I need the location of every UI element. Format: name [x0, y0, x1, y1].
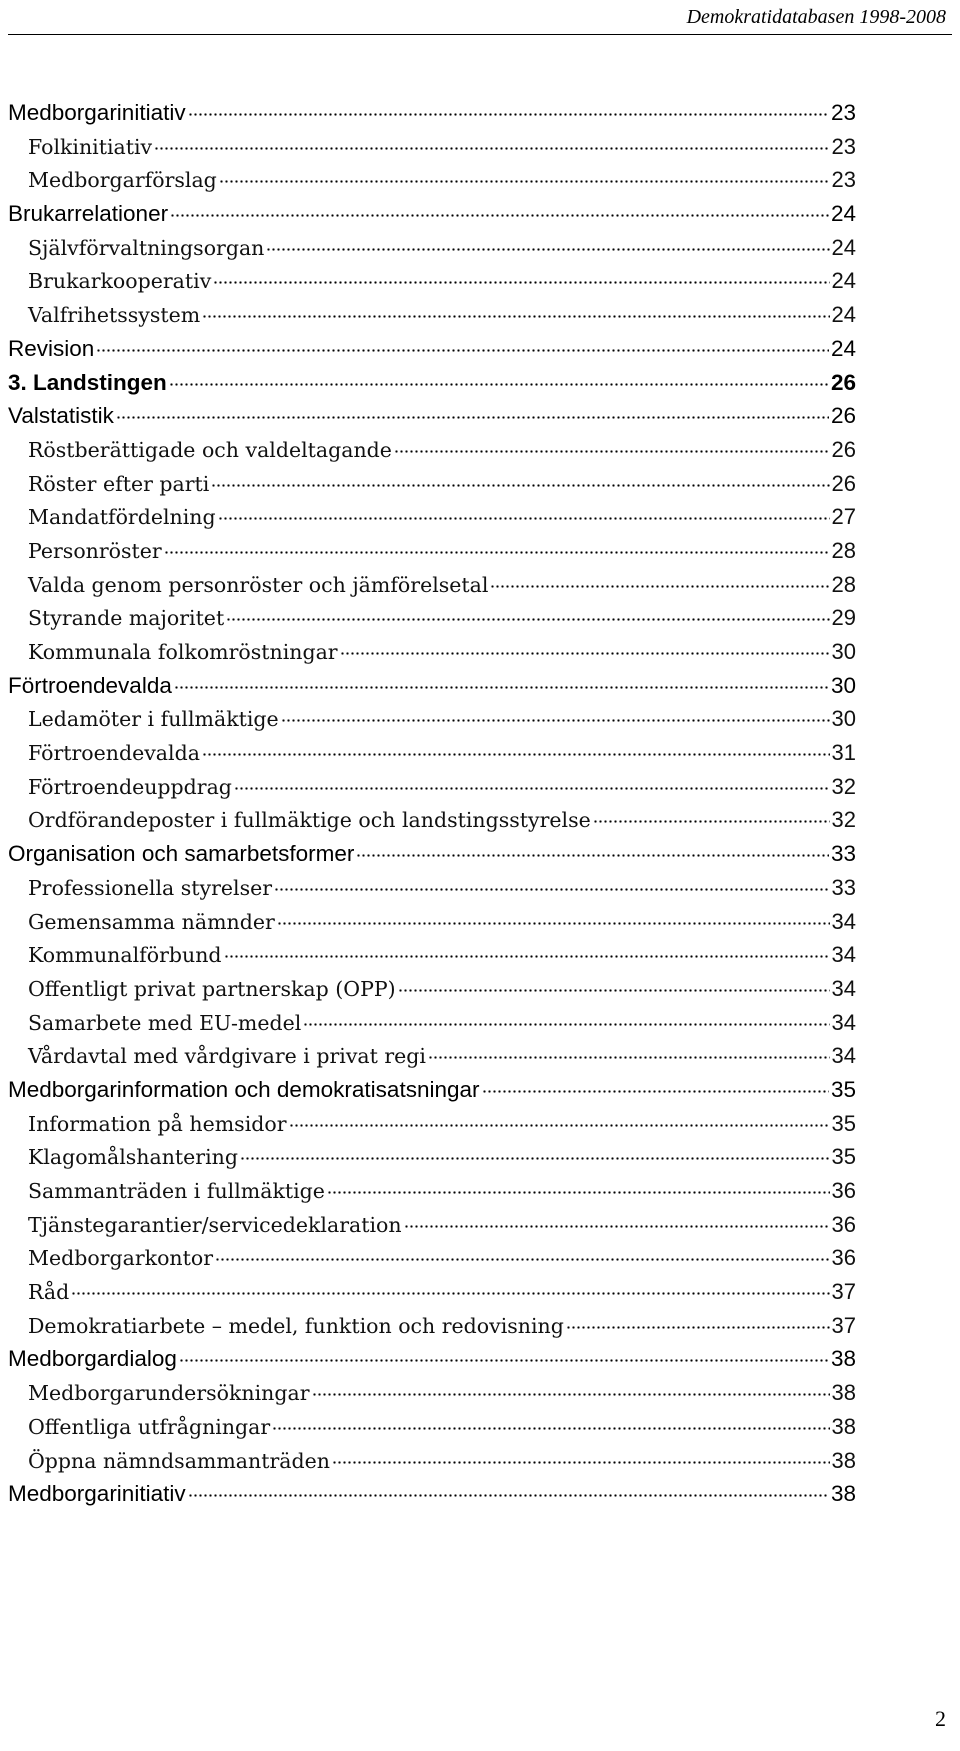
- toc-dot-leader: [218, 517, 830, 520]
- toc-subsection-entry[interactable]: [8, 231, 856, 265]
- toc-dot-leader: [277, 922, 830, 925]
- toc-entry-label: Röster efter parti: [28, 471, 210, 496]
- toc-section-entry[interactable]: [8, 1477, 856, 1511]
- toc-dot-leader: [170, 214, 829, 217]
- toc-dot-leader: [164, 551, 830, 554]
- toc-subsection-entry[interactable]: [8, 1174, 856, 1208]
- toc-dot-leader: [226, 618, 829, 621]
- toc-entry-page: 37: [831, 1312, 856, 1338]
- toc-entry-page: 24: [831, 268, 856, 294]
- toc-entry-label: Valfrihetssystem: [28, 303, 201, 328]
- toc-dot-leader: [566, 1326, 830, 1329]
- toc-entry-label: Medborgarkontor: [28, 1246, 214, 1271]
- toc-entry-label: Organisation och samarbetsformer: [8, 841, 355, 867]
- toc-entry-label: Medborgarinitiativ: [8, 1481, 186, 1507]
- toc-dot-leader: [202, 315, 829, 318]
- page-number: 2: [935, 1706, 946, 1731]
- toc-entry-label: Öppna nämndsammanträden: [28, 1448, 330, 1473]
- toc-entry-label: Offentliga utfrågningar: [28, 1414, 271, 1439]
- toc-dot-leader: [289, 1124, 830, 1127]
- toc-entry-page: 33: [830, 841, 856, 867]
- toc-subsection-entry[interactable]: [8, 568, 856, 602]
- toc-entry-label: Självförvaltningsorgan: [28, 235, 265, 260]
- toc-dot-leader: [211, 484, 829, 487]
- toc-dot-leader: [482, 1090, 829, 1093]
- toc-entry-label: Kommunalförbund: [28, 943, 222, 968]
- toc-dot-leader: [188, 1494, 829, 1497]
- toc-dot-leader: [312, 1393, 830, 1396]
- toc-dot-leader: [116, 416, 829, 419]
- toc-entry-page: 38: [830, 1481, 856, 1507]
- toc-entry-page: 24: [830, 335, 856, 361]
- toc-section-entry[interactable]: [8, 96, 856, 130]
- toc-entry-page: 38: [831, 1413, 856, 1439]
- toc-entry-label: Förtroendeuppdrag: [28, 774, 232, 799]
- toc-entry-page: 32: [831, 773, 856, 799]
- toc-entry-page: 30: [830, 672, 856, 698]
- toc-subsection-entry[interactable]: [8, 1275, 856, 1309]
- toc-dot-leader: [272, 1427, 829, 1430]
- toc-dot-leader: [169, 383, 829, 386]
- toc-dot-leader: [96, 349, 829, 352]
- toc-entry-label: Information på hemsidor: [28, 1111, 287, 1136]
- toc-entry-label: Ledamöter i fullmäktige: [28, 707, 279, 732]
- toc-entry-label: Offentligt privat partnerskap (OPP): [28, 976, 396, 1001]
- toc-dot-leader: [398, 989, 830, 992]
- toc-subsection-entry[interactable]: [8, 1107, 856, 1141]
- toc-subsection-entry[interactable]: [8, 938, 856, 972]
- toc-entry-page: 34: [831, 908, 856, 934]
- toc-dot-leader: [224, 955, 830, 958]
- toc-entry-label: Revision: [8, 335, 95, 361]
- toc-dot-leader: [340, 652, 830, 655]
- toc-entry-label: Medborgardialog: [8, 1346, 177, 1372]
- toc-entry-page: 32: [831, 807, 856, 833]
- toc-entry-page: 38: [830, 1346, 856, 1372]
- toc-entry-page: 34: [831, 1009, 856, 1035]
- toc-entry-page: 30: [831, 706, 856, 732]
- toc-entry-label: Mandatfördelning: [28, 505, 216, 530]
- toc-subsection-entry[interactable]: [8, 1444, 856, 1478]
- toc-entry-page: 28: [831, 537, 856, 563]
- toc-entry-page: 26: [830, 369, 856, 395]
- toc-subsection-entry[interactable]: [8, 601, 856, 635]
- toc-dot-leader: [179, 1359, 829, 1362]
- toc-dot-leader: [213, 281, 829, 284]
- toc-entry-page: 34: [831, 942, 856, 968]
- page-header: [8, 0, 952, 35]
- toc-dot-leader: [303, 1023, 829, 1026]
- toc-entry-page: 26: [831, 436, 856, 462]
- toc-dot-leader: [428, 1056, 830, 1059]
- toc-entry-label: Kommunala folkomröstningar: [28, 640, 338, 664]
- toc-entry-page: 38: [831, 1447, 856, 1473]
- toc-dot-leader: [215, 1258, 830, 1261]
- toc-subsection-entry[interactable]: [8, 1309, 856, 1343]
- toc-entry-label: Sammanträden i fullmäktige: [28, 1179, 325, 1203]
- toc-entry-label: Medborgarförslag: [28, 168, 217, 193]
- toc-entry-page: 36: [831, 1211, 856, 1237]
- toc-entry-label: Professionella styrelser: [28, 875, 273, 900]
- toc-entry-label: 3. Landstingen: [8, 369, 167, 395]
- toc-dot-leader: [593, 820, 830, 823]
- toc-dot-leader: [240, 1157, 830, 1160]
- toc-subsection-entry[interactable]: [8, 972, 856, 1006]
- toc-entry-label: Förtroendevalda: [28, 741, 200, 766]
- toc-subsection-entry[interactable]: [8, 500, 856, 534]
- toc-subsection-entry[interactable]: [8, 467, 856, 501]
- toc-entry-label: Personröster: [28, 538, 162, 563]
- toc-section-entry[interactable]: [8, 1342, 856, 1376]
- toc-entry-label: Röstberättigade och valdeltagande: [28, 437, 392, 462]
- toc-subsection-entry[interactable]: [8, 736, 856, 770]
- toc-entry-page: 34: [831, 975, 856, 1001]
- toc-section-entry[interactable]: [8, 197, 856, 231]
- toc-section-entry[interactable]: [8, 669, 856, 703]
- toc-entry-label: Valstatistik: [8, 403, 114, 429]
- toc-entry-page: 36: [831, 1178, 856, 1203]
- toc-section-entry[interactable]: [8, 1073, 856, 1107]
- toc-entry-label: Tjänstegarantier/servicedeklaration: [28, 1212, 402, 1237]
- toc-entry-label: Råd: [28, 1280, 70, 1305]
- toc-dot-leader: [202, 753, 830, 756]
- toc-section-entry[interactable]: [8, 399, 856, 433]
- toc-entry-label: Valda genom personröster och jämförelsetal: [28, 572, 489, 597]
- toc-entry-page: 35: [830, 1076, 856, 1102]
- toc-dot-leader: [219, 180, 830, 183]
- toc-subsection-entry[interactable]: [8, 264, 856, 298]
- toc-dot-leader: [332, 1461, 830, 1464]
- toc-entry-page: 27: [831, 504, 856, 530]
- toc-entry-page: 29: [831, 605, 856, 631]
- toc-dot-leader: [404, 1225, 830, 1228]
- toc-entry-page: 33: [831, 874, 856, 900]
- toc-dot-leader: [234, 787, 830, 790]
- toc-dot-leader: [71, 1292, 829, 1295]
- toc-subsection-entry[interactable]: [8, 1006, 856, 1040]
- toc-entry-label: Vårdavtal med vårdgivare i privat regi: [28, 1044, 426, 1069]
- toc-subsection-entry[interactable]: [8, 163, 856, 197]
- toc-entry-page: 34: [831, 1043, 856, 1069]
- toc-subsection-entry[interactable]: [8, 1039, 856, 1073]
- toc-subsection-entry[interactable]: [8, 298, 856, 332]
- toc-entry-label: Ordförandeposter i fullmäktige och landstingsstyrelse: [28, 808, 591, 833]
- toc-entry-label: Styrande majoritet: [28, 606, 225, 631]
- toc-entry-page: 23: [830, 100, 856, 125]
- toc-dot-leader: [188, 113, 829, 116]
- toc-entry-page: 24: [831, 302, 856, 328]
- toc-entry-page: 30: [831, 639, 856, 664]
- toc-entry-page: 24: [830, 201, 856, 227]
- toc-entry-page: 28: [831, 571, 856, 597]
- toc-entry-page: 26: [831, 470, 856, 496]
- toc-subsection-entry[interactable]: [8, 1208, 856, 1242]
- toc-entry-label: Brukarkooperativ: [28, 269, 212, 294]
- toc-section-entry[interactable]: [8, 332, 856, 366]
- toc-dot-leader: [174, 686, 829, 689]
- toc-dot-leader: [274, 888, 829, 891]
- toc-entry-label: Demokratiarbete – medel, funktion och redovisning: [28, 1313, 564, 1338]
- toc-subsection-entry[interactable]: [8, 803, 856, 837]
- toc-entry-label: Medborgarundersökningar: [28, 1381, 310, 1406]
- toc-subsection-entry[interactable]: [8, 130, 856, 164]
- toc-subsection-entry[interactable]: [8, 1241, 856, 1275]
- toc-subsection-entry[interactable]: [8, 635, 856, 669]
- toc-subsection-entry[interactable]: [8, 433, 856, 467]
- toc-entry-page: 36: [831, 1245, 856, 1271]
- table-of-contents: [8, 96, 856, 1511]
- toc-subsection-entry[interactable]: [8, 770, 856, 804]
- toc-entry-label: Medborgarinitiativ: [8, 100, 186, 125]
- toc-section-entry[interactable]: [8, 366, 856, 400]
- toc-entry-page: 35: [831, 1110, 856, 1136]
- toc-subsection-entry[interactable]: [8, 871, 856, 905]
- toc-dot-leader: [394, 450, 830, 453]
- toc-section-entry[interactable]: [8, 837, 856, 871]
- toc-dot-leader: [490, 585, 829, 588]
- toc-entry-label: Samarbete med EU-medel: [28, 1010, 302, 1035]
- toc-subsection-entry[interactable]: [8, 1376, 856, 1410]
- toc-entry-label: Gemensamma nämnder: [28, 909, 275, 934]
- toc-subsection-entry[interactable]: [8, 534, 856, 568]
- toc-entry-label: Folkinitiativ: [28, 134, 153, 159]
- toc-subsection-entry[interactable]: [8, 1140, 856, 1174]
- toc-entry-page: 38: [831, 1380, 856, 1406]
- toc-entry-page: 31: [831, 740, 856, 766]
- toc-subsection-entry[interactable]: [8, 1410, 856, 1444]
- header-title: Demokratidatabasen 1998-2008: [686, 6, 946, 28]
- toc-entry-page: 35: [831, 1144, 856, 1170]
- toc-dot-leader: [266, 248, 829, 251]
- toc-dot-leader: [356, 854, 829, 857]
- toc-entry-label: Medborgarinformation och demokratisatsningar: [8, 1076, 480, 1102]
- toc-entry-page: 23: [831, 133, 856, 159]
- toc-dot-leader: [154, 147, 829, 150]
- toc-entry-page: 26: [830, 403, 856, 429]
- toc-dot-leader: [281, 719, 830, 722]
- toc-entry-label: Förtroendevalda: [8, 672, 172, 698]
- toc-dot-leader: [327, 1191, 830, 1194]
- toc-entry-label: Klagomålshantering: [28, 1145, 238, 1170]
- toc-entry-page: 24: [831, 234, 856, 260]
- toc-subsection-entry[interactable]: [8, 702, 856, 736]
- toc-entry-page: 37: [831, 1279, 856, 1305]
- toc-subsection-entry[interactable]: [8, 905, 856, 939]
- toc-entry-label: Brukarrelationer: [8, 201, 169, 227]
- toc-entry-page: 23: [831, 167, 856, 193]
